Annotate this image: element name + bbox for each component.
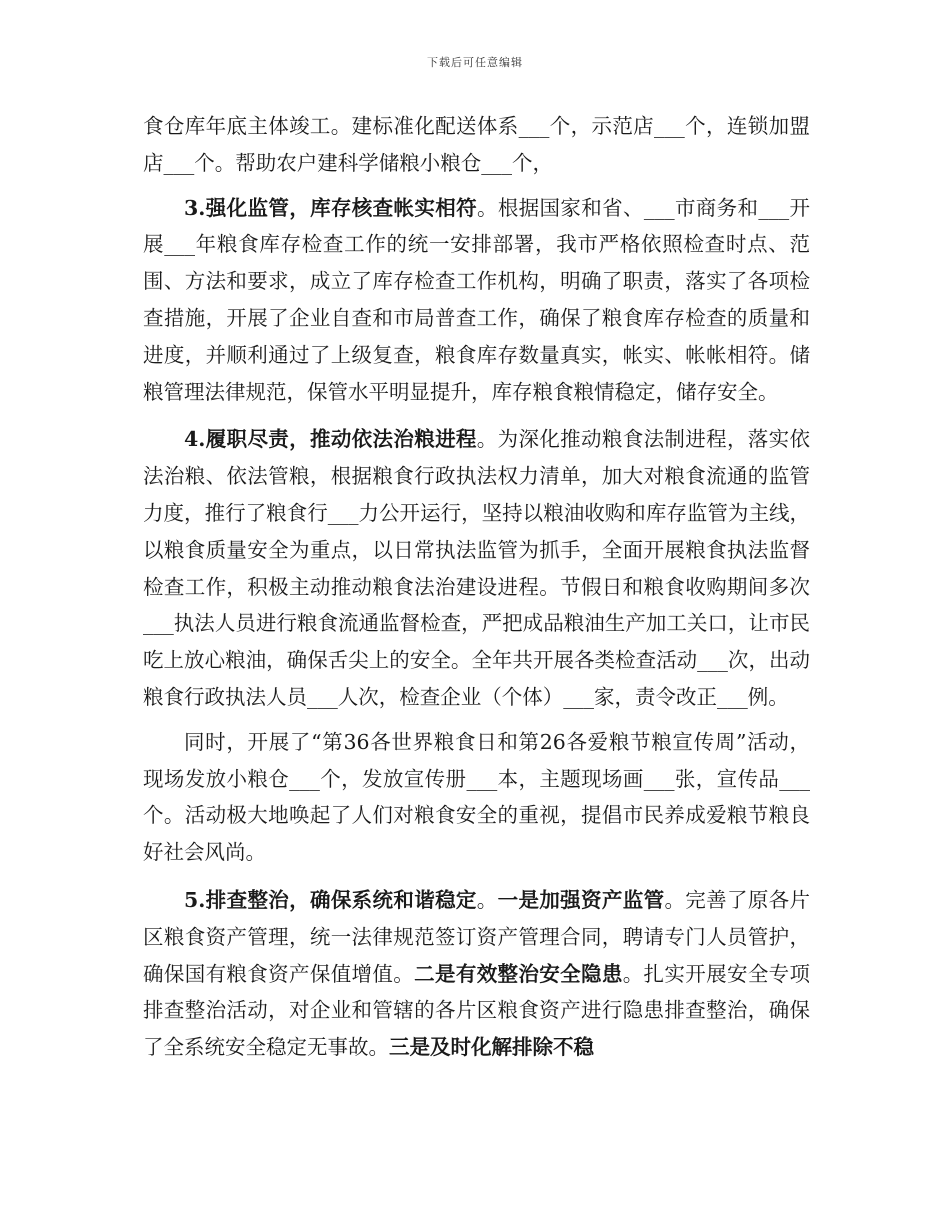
section-heading: 4.履职尽责，推动依法治粮进程 [184, 427, 477, 452]
section-heading: 3.强化监管，库存核查帐实相符 [184, 195, 477, 220]
paragraph-continued [143, 108, 810, 182]
document-body [143, 108, 810, 1077]
paragraph-text: 。根据国家和省、___市商务和___开展___年粮食库存检查工作的统一安排部署，我市严格依照检查时点、范围、方法和要求，成立了库存检查工作机构，明确了职责，落实了各项检查措施，开展了企业自查和市局普查工作，确保了粮食库存检查的质量和进度，并顺利通过了上级复查，粮食库存数量真实，帐实、帐帐相符。储粮管理法律规范，保管水平明显提升，库存粮食粮情稳定，储存安全。 [143, 195, 810, 404]
sub-heading: 一是加强资产监管 [497, 887, 665, 912]
paragraph-section-5 [143, 882, 810, 1066]
paragraph-activity [143, 724, 810, 871]
paragraph-text: 。完善了原各片区粮食资产管理，统一法律规范签订资产管理合同，聘请专门人员管护，确保国有粮食资产保值增值。 [143, 887, 811, 986]
paragraph-text: 。为深化推动粮食法制进程，落实依法治粮、依法管粮，根据粮食行政执法权力清单，加大对粮食流通的监管力度，推行了粮食行___力公开运行，坚持以粮油收购和库存监管为主线，以粮食质量安全为重点，以日常执法监管为抓手，全面开展粮食执法监督检查工作，积极主动推动粮食法治建设进程。节假日和粮食收购期间多次___执法人员进行粮食流通监督检查，严把成品粮油生产加工关口，让市民吃上放心粮油，确保舌尖上的安全。全年共开展各类检查活动___次，出动粮食行政执法人员___人次，检查企业（个体）___家，责令改正___例。 [143, 427, 811, 709]
paragraph-text: 。扎实开展安全专项排查整治活动，对企业和管辖的各片区粮食资产进行隐患排查整治，确保了全系统安全稳定无事故。 [143, 961, 811, 1060]
paragraph-text: 食仓库年底主体竣工。建标准化配送体系___个，示范店___个，连锁加盟店___个。帮助农户建科学储粮小粮仓___个， [143, 114, 810, 175]
paragraph-text: 。 [476, 887, 498, 912]
sub-heading: 三是及时化解排除不稳 [389, 1035, 594, 1060]
section-heading: 5.排查整治，确保系统和谐稳定 [184, 887, 477, 912]
paragraph-section-4 [143, 421, 810, 715]
paragraph-text: 同时，开展了“第36各世界粮食日和第26各爱粮节粮宣传周”活动，现场发放小粮仓___个，发放宣传册___本，主题现场画___张，宣传品___个。活动极大地唤起了人们对粮食安全的重视，提倡市民养成爱粮节粮良好社会风尚。 [143, 729, 810, 865]
sub-heading: 二是有效整治安全隐患 [414, 961, 623, 986]
page-header: 下载后可任意编辑 [427, 56, 523, 69]
paragraph-section-3 [143, 190, 810, 411]
